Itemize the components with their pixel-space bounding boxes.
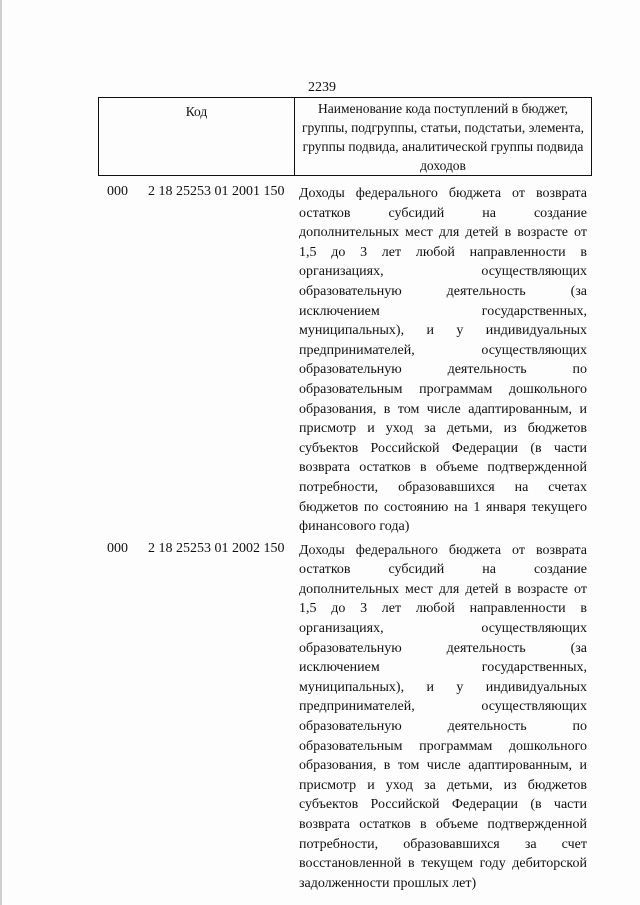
entries-list xyxy=(2,184,640,897)
table-row xyxy=(2,541,640,894)
income-code: 2 18 25253 01 2002 150 xyxy=(148,540,285,556)
admin-code: 000 xyxy=(107,540,128,556)
income-code: 2 18 25253 01 2001 150 xyxy=(148,184,285,199)
table-header xyxy=(98,97,592,176)
table-row xyxy=(2,184,640,537)
code-column-header: Код xyxy=(99,98,295,176)
name-column-header: Наименование кода поступлений в бюджет, группы, подгруппы, статьи, подстатьи, элемента, группы подвида, аналитической группы подвида доходов xyxy=(295,98,592,176)
admin-code: 000 xyxy=(107,184,128,199)
income-description: Доходы федерального бюджета от возврата остатков субсидий на создание дополнительных мест для детей в возрасте от 1,5 до 3 лет любой направленности в организациях, осуществляющих образовательную деятельность (за исключением государственных, муниципальных), и у индивидуальных предпринимателей, осуществляющих образовательную деятельность по образовательным программам дошкольного образования, в том числе адаптированным, и присмотр и уход за детьми, из бюджетов субъектов Российской Федерации (в части возврата остатков в объеме подтвержденной потребности, образовавшихся на счетах бюджетов по состоянию на 1 января текущего финансового года) xyxy=(299,186,587,535)
page-number: 2239 xyxy=(308,80,336,95)
income-description: Доходы федерального бюджета от возврата остатков субсидий на создание дополнительных мест для детей в возрасте от 1,5 до 3 лет любой направленности в организациях, осуществляющих образовательную деятельность (за исключением государственных, муниципальных), и у индивидуальных предпринимателей, осуществляющих образовательную деятельность по образовательным программам дошкольного образования, в том числе адаптированным, и присмотр и уход за детьми, из бюджетов субъектов Российской Федерации (в части возврата остатков в объеме подтвержденной потребности, образовавшихся за счет восстановленной в текущем году дебиторской задолженности прошлых лет) xyxy=(299,542,587,891)
